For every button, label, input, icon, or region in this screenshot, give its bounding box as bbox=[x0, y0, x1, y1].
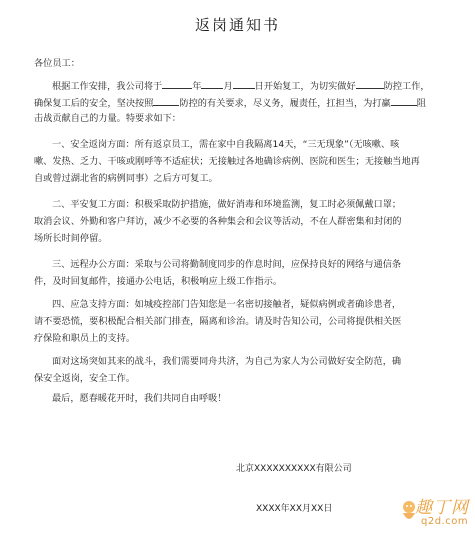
p1-text-e: 防控工作， bbox=[383, 81, 430, 92]
signature-date: XXXX年XX月XX日 bbox=[256, 504, 333, 514]
paragraph-1-line-3: 击战贡献自己的力量。特要求如下： bbox=[34, 113, 181, 124]
day-blank bbox=[233, 79, 255, 89]
watermark-brand: 趣丁网 bbox=[415, 498, 469, 518]
paragraph-2-line-3: 自或曾过湖北省的病例同事）之后方可复工。 bbox=[34, 173, 218, 184]
epidemic-blank-2 bbox=[153, 96, 179, 106]
epidemic-blank-1 bbox=[356, 79, 384, 89]
paragraph-3-line-3: 场所长时间停留。 bbox=[34, 233, 108, 244]
site-watermark bbox=[399, 495, 471, 533]
paragraph-1-line-1 bbox=[52, 79, 430, 93]
paragraph-5-line-2: 请不要恐慌，要积极配合相关部门排查，隔离和诊治。请及时告知公司，公司将提供相关医 bbox=[34, 316, 402, 327]
p1-text-h: 阻 bbox=[416, 98, 426, 109]
p1-text-a: 根据工作安排，我公司将于 bbox=[52, 81, 163, 92]
paragraph-4-line-1: 三、远程办公方面：采取与公司将勤制度同步的作息时间，应保持良好的网络与通信条 bbox=[52, 259, 402, 270]
paragraph-6-line-1: 面对这场突如其来的战斗，我们需要同舟共济，为自己为家人为公司做好安全防范，确 bbox=[52, 356, 402, 367]
p1-text-b: 年 bbox=[192, 81, 202, 92]
paragraph-2-line-1: 一、安全返岗方面：所有返京员工，需在家中自我隔离14天，“三无现象”（无咳嗽、咳 bbox=[52, 139, 400, 150]
p1-text-d: 日开始复工，为切实做好 bbox=[254, 81, 356, 92]
paragraph-6-line-2: 保安全返岗，安全工作。 bbox=[34, 373, 136, 384]
paragraph-2-line-2: 嗽、发热、乏力、干咳或刚呼等不适症状；无接触过各地确诊病例、医院和医生；无接触当地再 bbox=[34, 156, 420, 167]
paragraph-5-line-3: 疗保险和职员上的支持。 bbox=[34, 333, 136, 344]
paragraph-4-line-2: 件，及时回复邮件，接通办公电话，积极响应上级工作指示。 bbox=[34, 276, 283, 287]
document-title: 返岗通知书 bbox=[194, 16, 280, 34]
p1-text-c: 月 bbox=[223, 81, 233, 92]
p1-text-g: 防控的有关要求，尽义务，履责任，扛担当，为打赢 bbox=[179, 98, 391, 109]
company-signature: 北京XXXXXXXXXX有限公司 bbox=[236, 464, 352, 474]
epidemic-blank-3 bbox=[391, 96, 417, 106]
paragraph-3-line-2: 取消会议、外勤和客户拜访，减少不必要的各种集会和会议等活动，不在人群密集和封闭的 bbox=[34, 216, 402, 227]
paragraph-1-line-2 bbox=[34, 96, 426, 110]
month-blank bbox=[201, 79, 223, 89]
salutation: 各位员工： bbox=[34, 58, 80, 69]
year-blank bbox=[162, 79, 192, 89]
watermark-url: q2d.com bbox=[421, 516, 469, 527]
paragraph-5-line-1: 四、应急支持方面：如城疫控部门告知您是一名密切接触者，疑似病例或者确诊患者， bbox=[52, 299, 402, 310]
paragraph-3-line-1: 二、平安复工方面：积极采取防护措施，做好消毒和环境监测，复工时必须佩戴口罩； bbox=[52, 199, 402, 210]
paragraph-7-line-1: 最后，愿春暖花开时，我们共同自由呼吸！ bbox=[52, 393, 227, 404]
p1-text-f: 确保复工后的安全，坚决按照 bbox=[34, 98, 154, 109]
